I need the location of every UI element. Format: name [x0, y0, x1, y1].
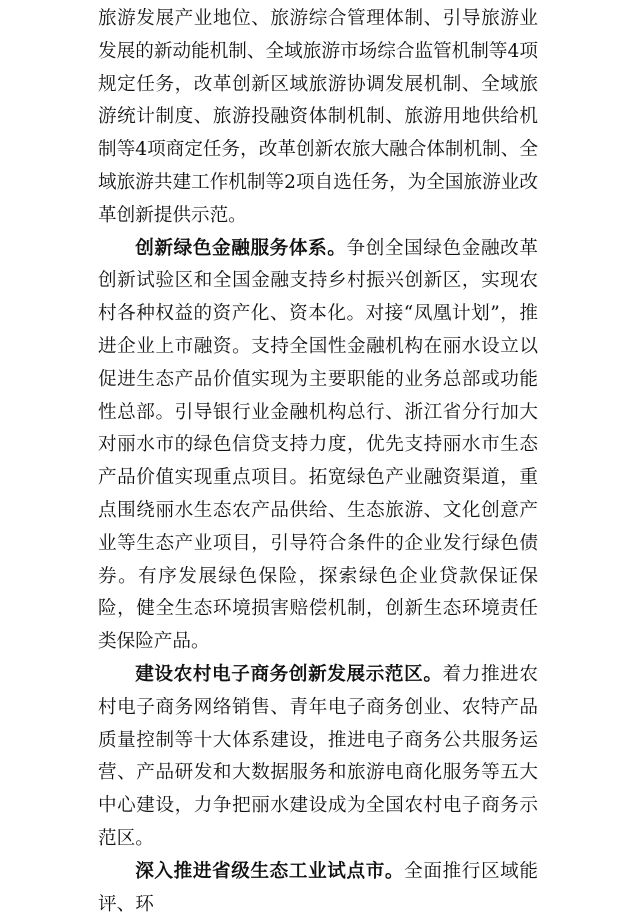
- paragraph-rural-ecommerce: [98, 659, 538, 856]
- paragraph-body: 全面推行区域能评、环: [98, 860, 538, 915]
- paragraph-heading: 深入推进省级生态工业试点市。: [135, 860, 405, 882]
- paragraph-body: 争创全国绿色金融改革创新试验区和全国金融支持乡村振兴创新区，实现农村各种权益的资产化、资本化。对接“凤凰计划”，推进企业上市融资。支持全国性金融机构在丽水设立以促进生态产品价值实现为主要职能的业务总部或功能性总部。引导银行业金融机构总行、浙江省分行加大对丽水市的绿色信贷支持力度，优先支持丽水市生态产品价值实现重点项目。拓宽绿色产业融资渠道，重点围绕丽水生态农产品供给、生态旅游、文化创意产业等生态产业项目，引导符合条件的企业发行绿色债券。有序发展绿色保险，探索绿色企业贷款保证保险，健全生态环境损害赔偿机制，创新生态环境责任类保险产品。: [98, 237, 538, 653]
- paragraph-heading: 建设农村电子商务创新发展示范区。: [135, 663, 443, 685]
- paragraph-body: 着力推进农村电子商务网络销售、青年电子商务创业、农特产品质量控制等十大体系建设，推进电子商务公共服务运营、产品研发和大数据服务和旅游电商化服务等五大中心建设，力争把丽水建设成为全国农村电子商务示范区。: [98, 663, 538, 849]
- document-page: [98, 3, 538, 921]
- paragraph-eco-industry: [98, 856, 538, 921]
- paragraph-green-finance: [98, 233, 538, 659]
- paragraph-heading: 创新绿色金融服务体系。: [135, 237, 347, 259]
- paragraph-body: 旅游发展产业地位、旅游综合管理体制、引导旅游业发展的新动能机制、全域旅游市场综合监管机制等4项规定任务，改革创新区域旅游协调发展机制、全域旅游统计制度、旅游投融资体制机制、旅游用地供给机制等4项商定任务，改革创新农旅大融合体制机制、全域旅游共建工作机制等2项自选任务，为全国旅游业改革创新提供示范。: [98, 8, 538, 226]
- paragraph-tourism-tasks: [98, 3, 538, 233]
